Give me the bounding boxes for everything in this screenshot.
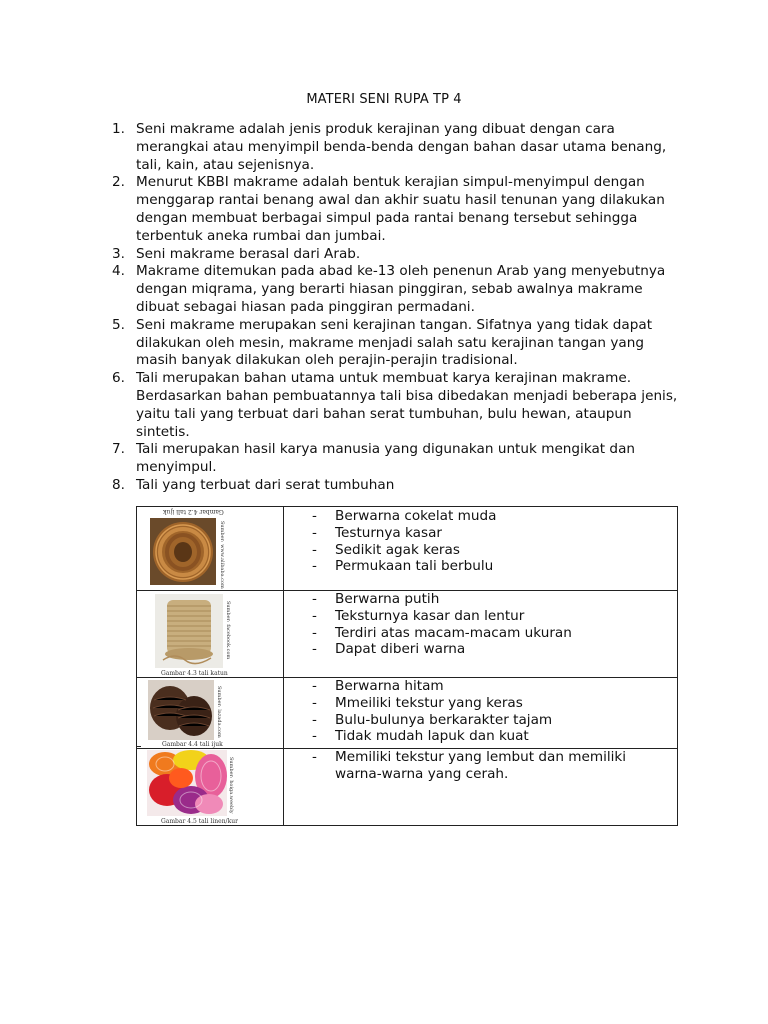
list-text: Seni makrame berasal dari Arab. <box>136 245 361 262</box>
table-row <box>137 507 678 591</box>
list-item <box>112 476 681 495</box>
bullet-list <box>284 678 677 745</box>
description-cell <box>284 749 678 826</box>
description-cell <box>284 591 678 678</box>
table-row <box>137 749 678 826</box>
list-item <box>112 316 681 370</box>
list-number: 5. <box>112 316 125 333</box>
list-text: Makrame ditemukan pada abad ke-13 oleh penenun Arab yang menyebutnya dengan miqrama, yang berarti hiasan pinggiran, sebab awalnya makrame dibuat sebagai hiasan pada pinggiran permadani. <box>136 263 666 315</box>
list-item <box>112 174 681 245</box>
image-caption: Gambar 4.3 tali katun <box>161 670 228 677</box>
image-caption: Gambar 4.2 tali ijuk <box>163 508 224 515</box>
bullet-item: - Mmeiliki tekstur yang keras <box>312 694 523 711</box>
bullet-item: - Testurnya kasar <box>312 524 443 541</box>
list-text: Seni makrame adalah jenis produk kerajinan yang dibuat dengan cara merangkai atau menyimpil benda-benda dengan bahan dasar utama benang, tali, kain, atau sejenisnya. <box>136 121 667 173</box>
list-number: 8. <box>112 476 125 493</box>
description-cell <box>284 507 678 591</box>
list-number: 1. <box>112 121 125 137</box>
list-number: 7. <box>112 441 125 458</box>
bullet-item: - Teksturnya kasar dan lentur <box>312 607 525 624</box>
bullet-item: - Permukaan tali berbulu <box>312 558 494 575</box>
list-item <box>112 441 681 477</box>
list-text: Tali merupakan hasil karya manusia yang digunakan untuk mengikat dan menyimpul. <box>136 441 636 476</box>
numbered-list <box>112 121 681 495</box>
description-cell <box>284 678 678 749</box>
rope-table <box>136 506 678 826</box>
image-source: Sumber: facebook.com <box>225 601 231 660</box>
bullet-item: - Berwarna cokelat muda <box>312 508 497 524</box>
list-item <box>112 245 681 264</box>
table-row <box>137 591 678 678</box>
bullet-item: - Memiliki tekstur yang lembut dan memiliki warna-warna yang cerah. <box>312 749 627 782</box>
bullet-item: - Bulu-bulunya berkarakter tajam <box>312 711 553 728</box>
bullet-item: - Tidak mudah lapuk dan kuat <box>312 728 529 745</box>
image-caption: Gambar 4.5 tali linen/kur <box>161 818 238 825</box>
list-item <box>112 370 681 441</box>
list-item <box>112 263 681 316</box>
list-text: Menurut KBBI makrame adalah bentuk kerajian simpul-menyimpul dengan menggarap rantai benang awal dan akhir suatu hasil tenunan yang dilakukan dengan membuat berbagai simpul pada rantai benang tersebut sehingga terbentuk aneka rumbai dan jumbai. <box>136 174 665 244</box>
table-row <box>137 678 678 749</box>
image-source: Sumber: hoiga.weebly <box>228 757 234 814</box>
list-number: 2. <box>112 174 125 191</box>
list-text: Tali merupakan bahan utama untuk membuat karya kerajinan makrame. Berdasarkan bahan pembuatannya tali bisa dibedakan menjadi beberapa jenis, yaitu tali yang terbuat dari bahan serat tumbuhan, bulu hewan, ataupun sintetis. <box>136 370 678 440</box>
list-text: Seni makrame merupakan seni kerajinan tangan. Sifatnya yang tidak dapat dilakukan oleh mesin, makrame menjadi salah satu kerajinan tangan yang masih banyak dilakukan oleh perajin-perajin tradisional. <box>136 316 653 369</box>
bullet-list <box>284 508 677 575</box>
bullet-item: - Dapat diberi warna <box>312 641 466 658</box>
list-number: 6. <box>112 370 125 387</box>
list-text: Tali yang terbuat dari serat tumbuhan <box>136 476 395 493</box>
bullet-item: - Sedikit agak keras <box>312 541 460 558</box>
bullet-list <box>284 749 677 783</box>
list-number: 4. <box>112 263 125 280</box>
image-source: Sumber: lazada.com <box>216 686 222 738</box>
list-item <box>112 121 681 174</box>
image-source: Sumber: www.alibaba.com <box>219 521 225 589</box>
bullet-item: - Berwarna hitam <box>312 678 444 694</box>
document-title: MATERI SENI RUPA TP 4 <box>306 92 462 107</box>
bullet-list <box>284 591 677 658</box>
list-number: 3. <box>112 245 125 262</box>
bullet-item: - Berwarna putih <box>312 591 440 607</box>
divider-tick <box>136 746 141 747</box>
bullet-item: - Terdiri atas macam-macam ukuran <box>312 624 572 641</box>
image-caption: Gambar 4.4 tali ijuk <box>162 741 223 748</box>
